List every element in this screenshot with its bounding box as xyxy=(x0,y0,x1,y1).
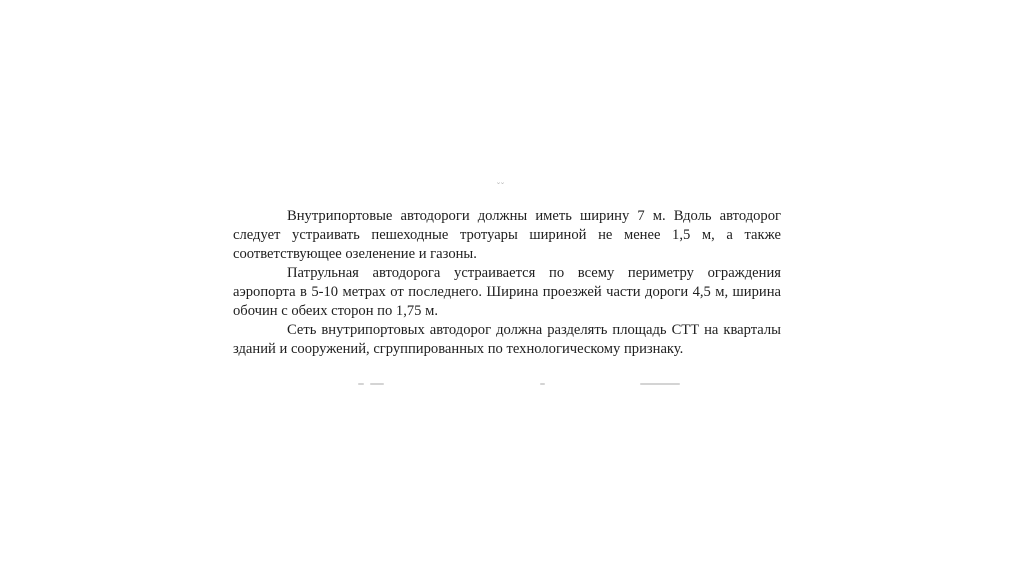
page-number-mark: ˘˘ xyxy=(497,181,505,191)
document-text xyxy=(233,207,781,359)
paragraph-road-network: Сеть внутрипортовых автодорог должна разделять площадь СТТ на кварталы зданий и сооружений, сгруппированных по технологическому признаку. xyxy=(233,322,781,357)
paragraph-roads-width: Внутрипортовые автодороги должны иметь ширину 7 м. Вдоль автодорог следует устраивать пешеходные тротуары шириной не менее 1,5 м, а также соответствующее озеленение и газоны. xyxy=(233,208,781,262)
faded-text-line xyxy=(340,379,730,389)
paragraph-patrol-road: Патрульная автодорога устраивается по всему периметру ограждения аэропорта в 5-10 метрах от последнего. Ширина проезжей части дороги 4,5 м, ширина обочин с обеих сторон по 1,75 м. xyxy=(233,265,781,319)
